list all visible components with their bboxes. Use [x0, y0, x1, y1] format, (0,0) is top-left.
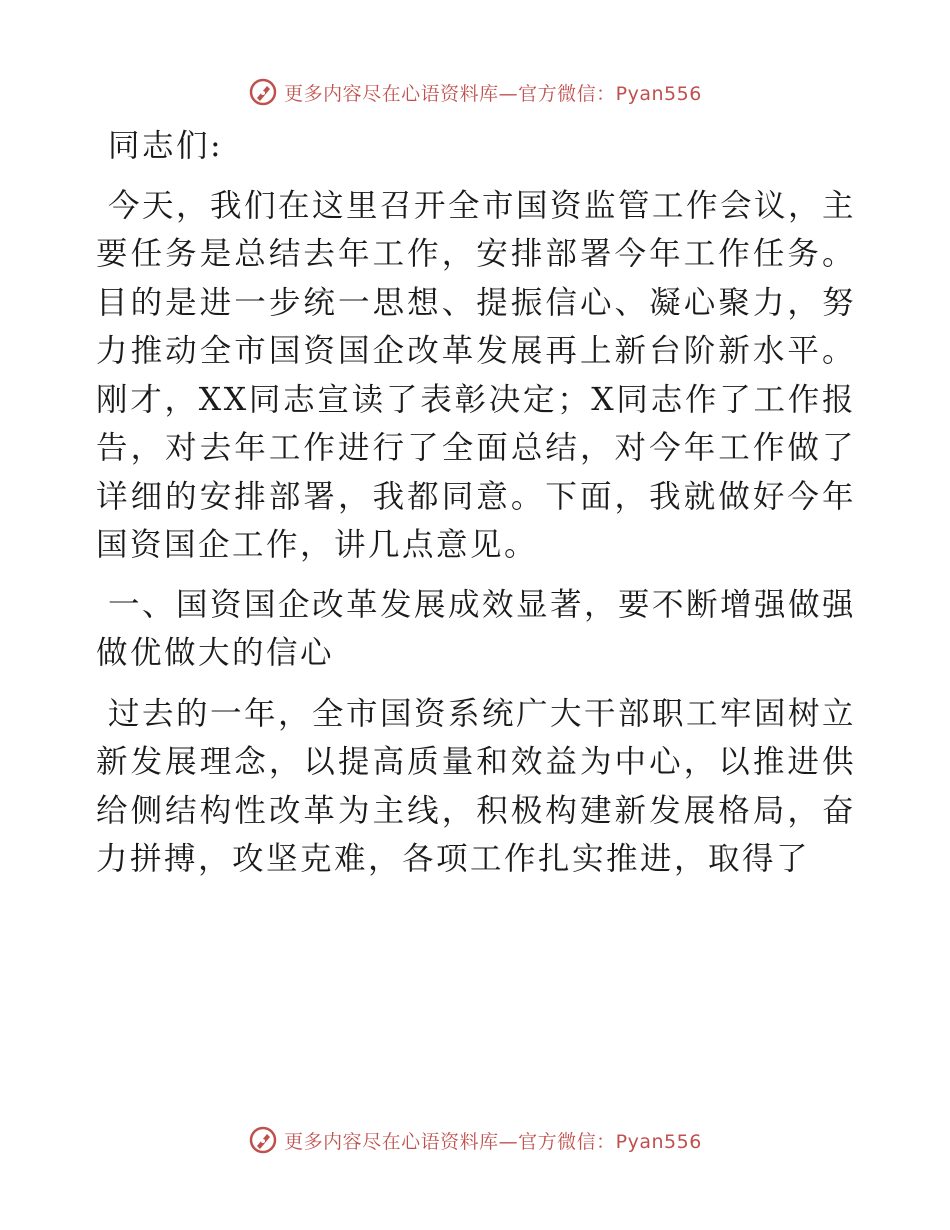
paragraph-intro: 今天，我们在这里召开全市国资监管工作会议，主要任务是总结去年工作，安排部署今年工作任务。目的是进一步统一思想、提振信心、凝心聚力，努力推动全市国资国企改革发展再上新台阶新水平。刚才，XX同志宣读了表彰决定；X同志作了工作报告，对去年工作进行了全面总结，对今年工作做了详细的安排部署，我都同意。下面，我就做好今年国资国企工作，讲几点意见。 [96, 187, 857, 563]
pen-nib-logo-icon [248, 1125, 278, 1155]
watermark-header [0, 72, 950, 112]
watermark-text: 更多内容尽在心语资料库—官方微信：Pyan556 [284, 82, 702, 105]
document-body [96, 122, 856, 884]
watermark-footer [0, 1120, 950, 1160]
salutation: 同志们: [108, 128, 224, 164]
pen-nib-logo-icon [248, 77, 278, 107]
watermark-text: 更多内容尽在心语资料库—官方微信：Pyan556 [284, 1130, 702, 1153]
paragraph-section-1: 过去的一年，全市国资系统广大干部职工牢固树立新发展理念，以提高质量和效益为中心，以推进供给侧结构性改革为主线，积极构建新发展格局，奋力拼搏，攻坚克难，各项工作扎实推进，取得了 [96, 695, 857, 877]
section-heading-1: 一、国资国企改革发展成效显著，要不断增强做强做优做大的信心 [96, 586, 857, 671]
